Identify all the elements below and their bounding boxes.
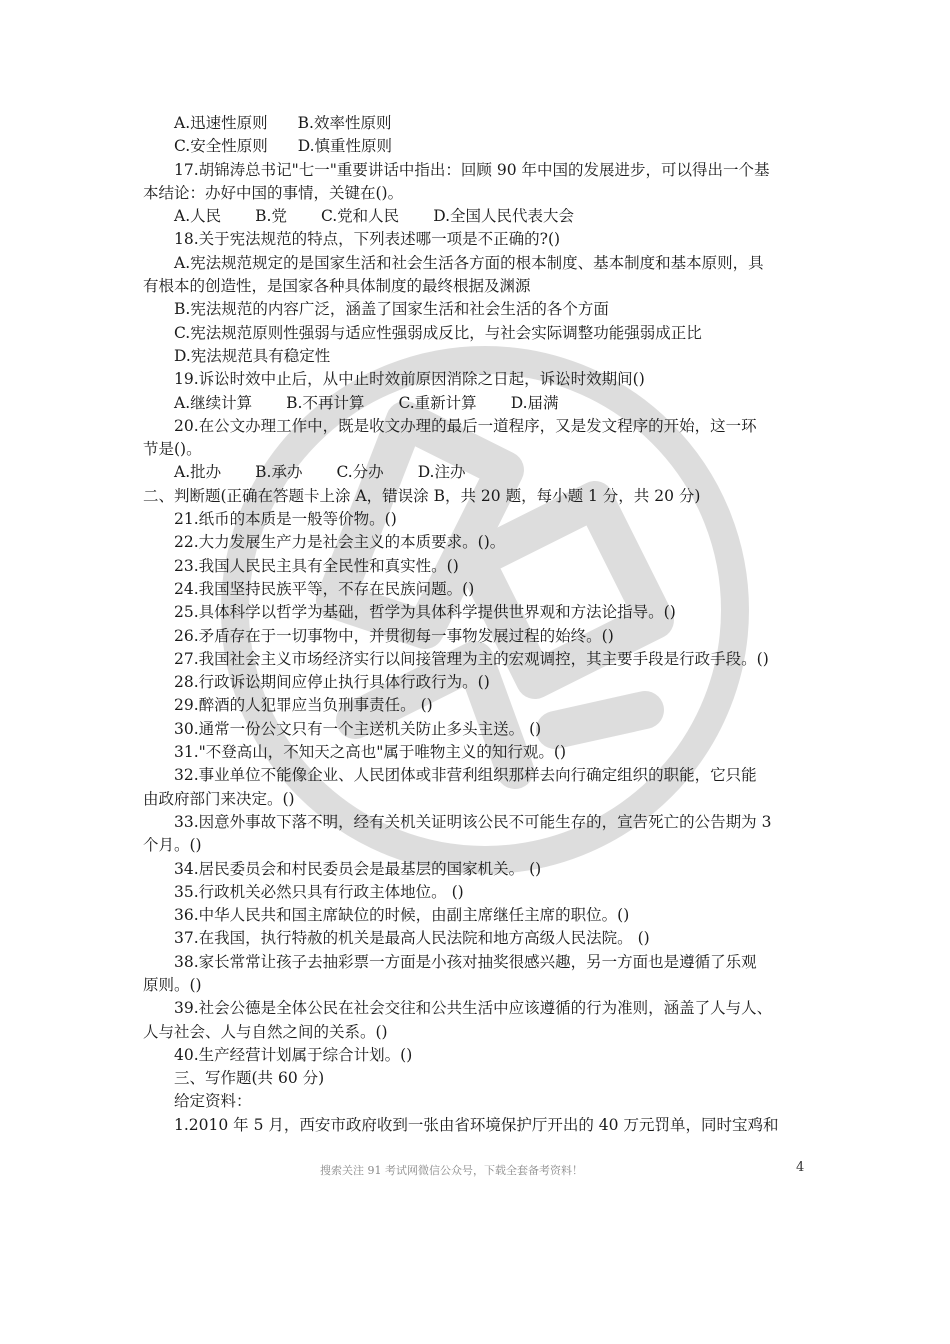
text-line <box>143 461 808 484</box>
text-line: 28.行政诉讼期间应停止执行具体行政行为。() <box>174 673 490 692</box>
footer-note: 搜索关注 91 考试网微信公众号，下载全套备考资料！ <box>320 1164 583 1177</box>
text-line: 20.在公文办理工作中，既是收文办理的最后一道程序，又是发文程序的开始，这一环 <box>174 416 757 435</box>
text-line: A.宪法规范规定的是国家生活和社会生活各方面的根本制度、基本制度和基本原则，具 <box>174 253 764 272</box>
text-line: 给定资料： <box>174 1092 252 1111</box>
page-number: 4 <box>796 1160 805 1175</box>
text-line: 35.行政机关必然只具有行政主体地位。 () <box>174 882 464 901</box>
option-text: B.效率性原则 <box>297 114 392 132</box>
text-line: 39.社会公德是全体公民在社会交往和公共生活中应该遵循的行为准则，涵盖了人与人、 <box>174 999 773 1018</box>
text-line: 34.居民委员会和村民委员会是最基层的国家机关。 () <box>174 859 542 878</box>
text-line: 1.2010 年 5 月，西安市政府收到一张由省环境保护厅开出的 40 万元罚单，同时宝鸡和 <box>174 1115 779 1134</box>
text-line: 31."不登高山，不知天之高也"属于唯物主义的知行观。() <box>174 743 567 762</box>
text-line: 37.在我国，执行特赦的机关是最高人民法院和地方高级人民法院。 () <box>174 929 650 948</box>
text-line: 25.具体科学以哲学为基础，哲学为具体科学提供世界观和方法论指导。() <box>174 603 676 622</box>
text-line: 21.纸币的本质是一般等价物。() <box>174 510 397 529</box>
option-text: B.不再计算 <box>286 393 365 412</box>
text-line <box>143 135 808 158</box>
text-line <box>143 205 808 228</box>
document-body <box>143 112 808 1137</box>
text-line: 19.诉讼时效中止后，从中止时效前原因消除之日起，诉讼时效期间() <box>174 370 645 389</box>
text-line: B.宪法规范的内容广泛，涵盖了国家生活和社会生活的各个方面 <box>174 300 609 319</box>
text-line: 27.我国社会主义市场经济实行以间接管理为主的宏观调控，其主要手段是行政手段。() <box>174 649 769 668</box>
option-text: A.人民 <box>174 207 222 226</box>
text-line: 29.醉酒的人犯罪应当负刑事责任。 () <box>174 696 433 715</box>
text-line: D.宪法规范具有稳定性 <box>174 346 331 365</box>
option-text: A.继续计算 <box>174 393 253 412</box>
text-line: 由政府部门来决定。() <box>143 789 295 808</box>
option-text: B.承办 <box>255 463 303 482</box>
text-line: 节是()。 <box>143 440 202 459</box>
text-line: 18.关于宪法规范的特点，下列表述哪一项是不正确的?() <box>174 230 561 249</box>
option-text: C.重新计算 <box>398 393 477 412</box>
text-line: 30.通常一份公文只有一个主送机关防止多头主送。 () <box>174 719 542 738</box>
option-text: C.分办 <box>336 463 384 482</box>
text-line: 人与社会、人与自然之间的关系。() <box>143 1022 388 1041</box>
text-line: C.宪法规范原则性强弱与适应性强弱成反比，与社会实际调整功能强弱成正比 <box>174 323 702 342</box>
text-line: 36.中华人民共和国主席缺位的时候，由副主席继任主席的职位。() <box>174 906 630 925</box>
option-text: D.全国人民代表大会 <box>433 207 575 226</box>
text-line: 17.胡锦涛总书记"七一"重要讲话中指出：回顾 90 年中国的发展进步，可以得出一个基 <box>174 160 770 179</box>
text-line <box>143 112 808 135</box>
option-text: C.安全性原则 <box>174 137 268 156</box>
text-line: 26.矛盾存在于一切事物中，并贯彻每一事物发展过程的始终。() <box>174 626 614 645</box>
option-text: A.迅速性原则 <box>174 114 268 132</box>
text-line: 24.我国坚持民族平等，不存在民族问题。() <box>174 579 475 598</box>
option-text: D.慎重性原则 <box>297 137 393 156</box>
option-text: D.注办 <box>417 463 466 482</box>
option-text: A.批办 <box>174 463 222 482</box>
text-line: 原则。() <box>143 975 202 994</box>
text-line: 38.家长常常让孩子去抽彩票一方面是小孩对抽奖很感兴趣，另一方面也是遵循了乐观 <box>174 952 757 971</box>
option-text: D.届满 <box>510 393 559 412</box>
text-line: 个月。() <box>143 836 202 855</box>
text-line: 32.事业单位不能像企业、人民团体或非营利组织那样去向行确定组织的职能，它只能 <box>174 766 757 785</box>
text-line: 本结论：办好中国的事情，关键在()。 <box>143 183 404 202</box>
text-line: 23.我国人民民主具有全民性和真实性。() <box>174 556 459 575</box>
option-text: B.党 <box>255 207 287 226</box>
text-line: 40.生产经营计划属于综合计划。() <box>174 1045 413 1064</box>
text-line: 二、判断题(正确在答题卡上涂 A，错误涂 B，共 20 题，每小题 1 分，共 20 分) <box>143 486 701 505</box>
text-line <box>143 392 808 415</box>
text-line: 33.因意外事故下落不明，经有关机关证明该公民不可能生存的，宣告死亡的公告期为 3 <box>174 812 772 831</box>
text-line: 22.大力发展生产力是社会主义的本质要求。()。 <box>174 533 506 552</box>
text-line: 三、写作题(共 60 分) <box>174 1069 325 1088</box>
text-line: 有根本的创造性，是国家各种具体制度的最终根据及渊源 <box>143 277 531 296</box>
option-text: C.党和人民 <box>320 207 400 226</box>
